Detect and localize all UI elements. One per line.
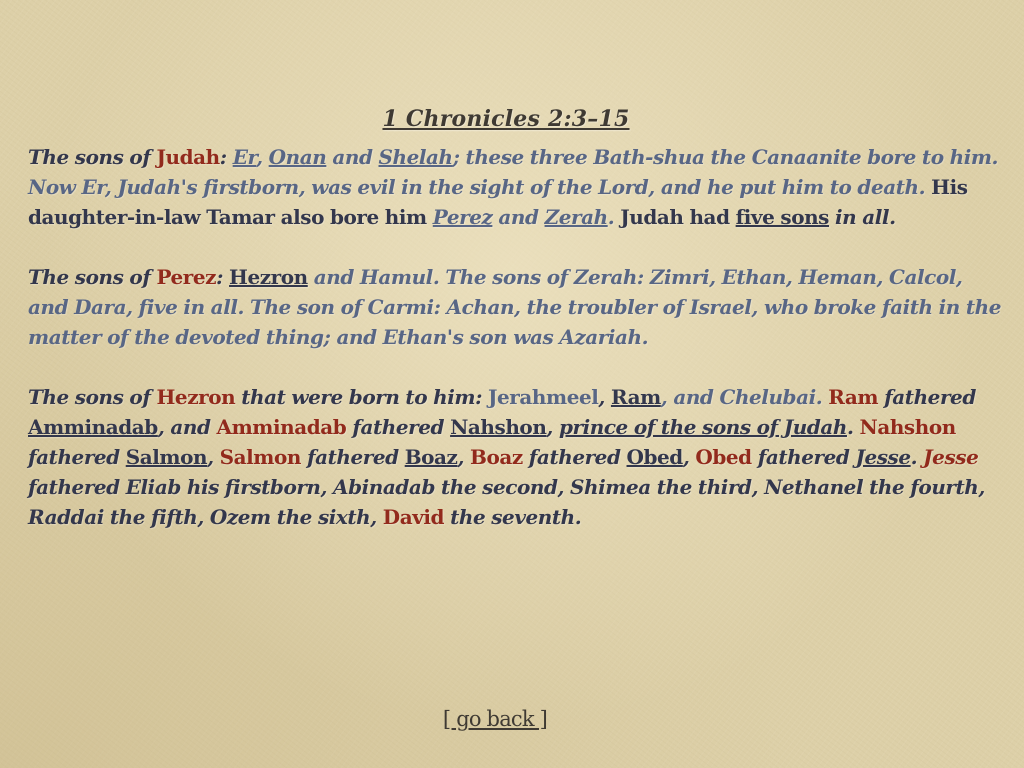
- text-run: ,: [546, 415, 559, 439]
- text-run: Perez: [156, 265, 217, 289]
- text-run: in all.: [829, 205, 896, 229]
- go-back-link[interactable]: [ go back ]: [442, 707, 548, 731]
- text-run: Jerahmeel: [488, 385, 599, 409]
- text-run: .: [910, 445, 924, 469]
- text-run: Boaz: [470, 445, 523, 469]
- text-run: Obed: [626, 445, 683, 469]
- text-run: Obed: [695, 445, 752, 469]
- text-run: Hezron: [229, 265, 308, 289]
- text-run: fathered: [522, 445, 627, 469]
- text-run: Jesse: [923, 445, 979, 469]
- text-run: Judah had: [620, 205, 736, 229]
- paragraph-hezron: [28, 382, 1008, 532]
- paragraph-judah: [28, 142, 1008, 232]
- text-run: fathered: [28, 445, 126, 469]
- text-run: Zerah: [544, 205, 608, 229]
- text-run: Nahshon: [859, 415, 956, 439]
- text-run: Hezron: [156, 385, 236, 409]
- text-run: Amminadab: [28, 415, 158, 439]
- text-run: David: [382, 505, 445, 529]
- text-run: Salmon: [219, 445, 301, 469]
- text-run: The sons of: [28, 145, 157, 169]
- text-run: ,: [598, 385, 611, 409]
- text-run: fathered: [878, 385, 976, 409]
- text-run: and: [326, 145, 379, 169]
- text-run: fathered: [751, 445, 856, 469]
- text-run: that were born to him:: [235, 385, 489, 409]
- text-run: Ram: [828, 385, 879, 409]
- text-run: fathered: [300, 445, 405, 469]
- text-run: ,: [256, 145, 269, 169]
- text-run: Ram: [610, 385, 661, 409]
- text-run: Perez: [432, 205, 493, 229]
- text-run: Jesse: [855, 445, 911, 469]
- text-run: , and: [157, 415, 217, 439]
- text-run: fathered: [346, 415, 451, 439]
- text-run: Onan: [268, 145, 327, 169]
- scripture-passage: [28, 142, 1008, 562]
- text-run: the seventh.: [444, 505, 582, 529]
- text-run: five sons: [735, 205, 829, 229]
- text-run: fathered Eliab his firstborn, Abinadab the second, Shimea the third, Nethanel the fourth, Raddai the fifth, Ozem the sixth,: [28, 475, 985, 529]
- text-run: Nahshon: [450, 415, 547, 439]
- page-title: 1 Chronicles 2:3–15: [382, 106, 630, 132]
- text-run: and Hamul. The sons of Zerah: Zimri, Ethan, Heman, Calcol, and Dara, five in all. The son of Carmi: Achan, the troubler of Israel, who broke faith in the matter of the devoted thing; and Ethan's son was Azariah.: [28, 265, 1002, 349]
- text-run: and: [492, 205, 545, 229]
- text-run: :: [216, 265, 230, 289]
- text-run: prince of the sons of Judah: [558, 415, 847, 439]
- text-run: Amminadab: [216, 415, 347, 439]
- text-run: :: [219, 145, 233, 169]
- text-run: , and Chelubai.: [660, 385, 829, 409]
- text-run: Judah: [156, 145, 220, 169]
- text-run: Er: [232, 145, 257, 169]
- text-run: The sons of: [28, 385, 157, 409]
- text-run: The sons of: [28, 265, 157, 289]
- text-run: Shelah: [378, 145, 453, 169]
- text-run: .: [846, 415, 860, 439]
- text-run: ; these three Bath-shua the Canaanite bore to him. Now Er, Judah's firstborn, was evil in the sight of the Lord, and he put him to death.: [28, 145, 999, 199]
- text-run: ,: [682, 445, 696, 469]
- text-run: Boaz: [404, 445, 458, 469]
- paragraph-perez: [28, 262, 1008, 352]
- text-run: Salmon: [125, 445, 208, 469]
- text-run: ,: [457, 445, 470, 469]
- text-run: .: [607, 205, 621, 229]
- text-run: His daughter-in-law Tamar also bore him: [28, 175, 968, 229]
- text-run: ,: [207, 445, 220, 469]
